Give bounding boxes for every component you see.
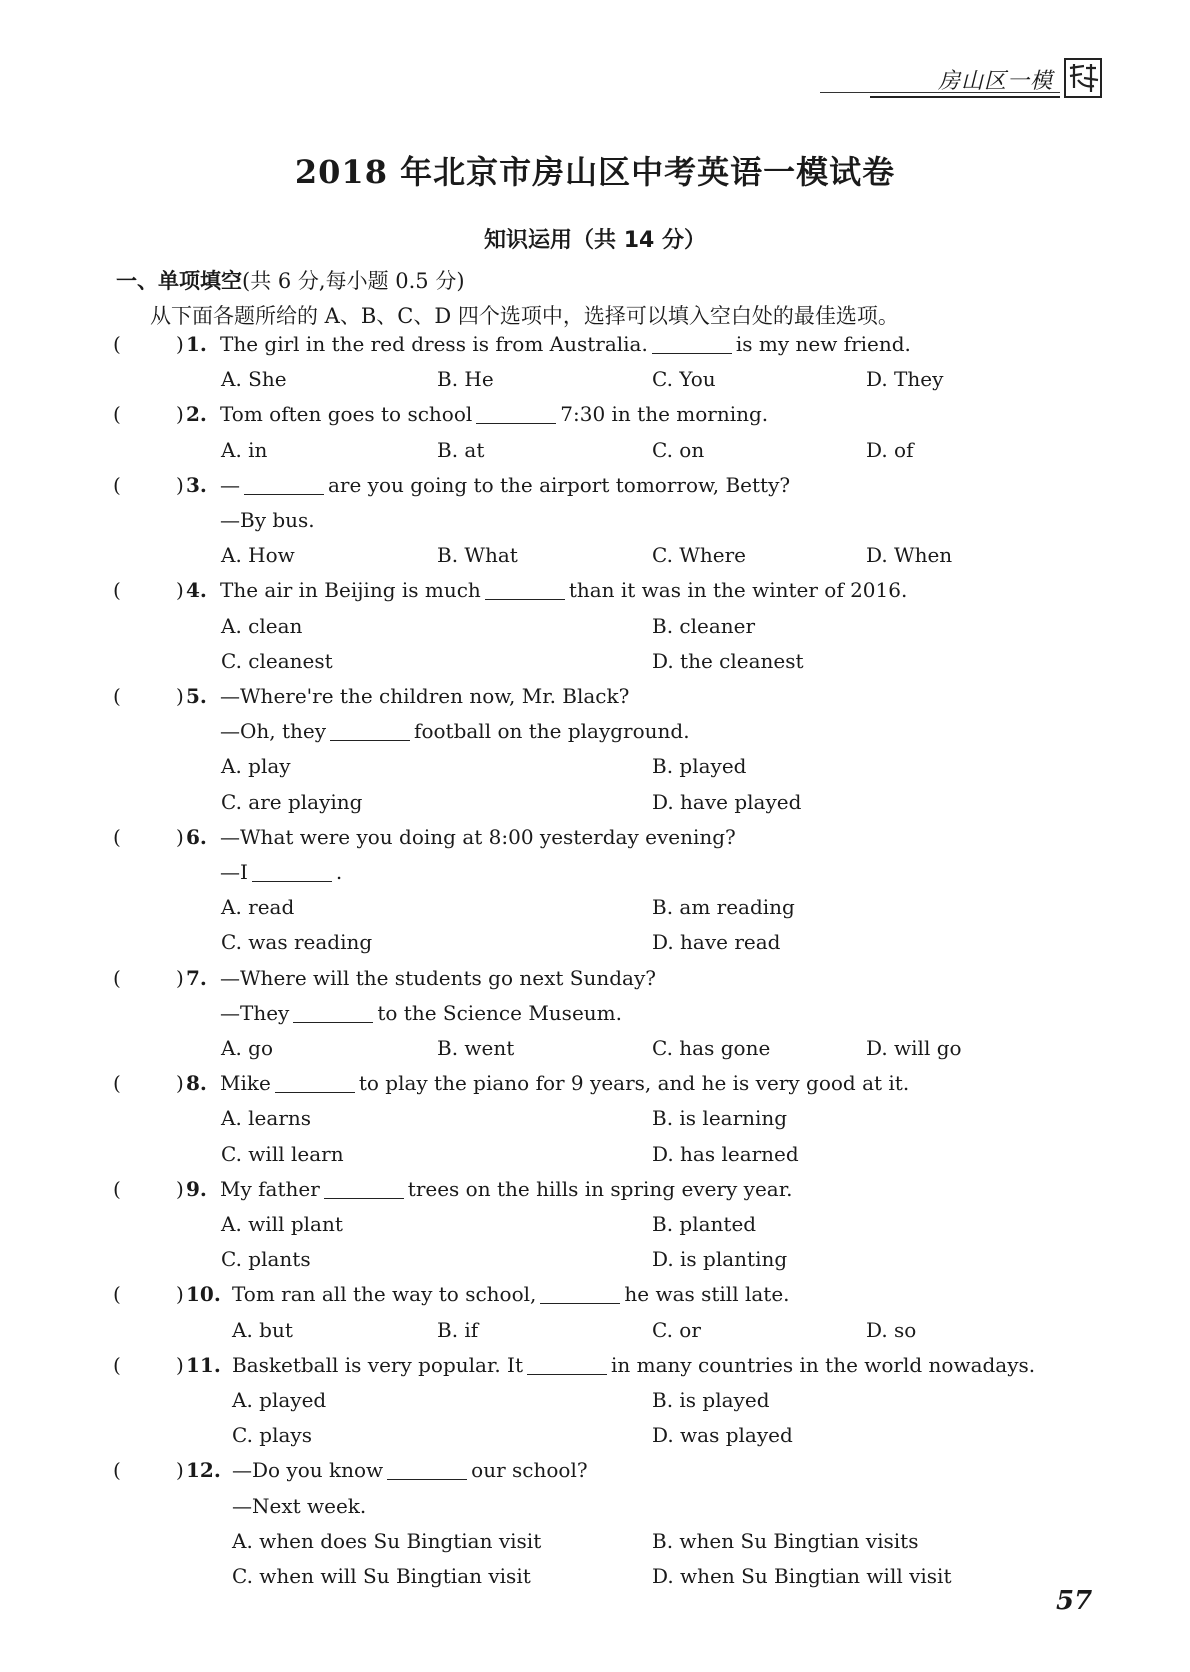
header-rule-thick [870, 96, 1060, 98]
answer-bracket-close: ) [176, 332, 184, 356]
question-number: 11. [186, 1352, 221, 1377]
answer-bracket-close: ) [176, 684, 184, 708]
answer-option: D. of [866, 437, 914, 462]
answer-option: D. so [866, 1317, 917, 1342]
answer-option: B. He [437, 367, 494, 392]
answer-option: B. when Su Bingtian visits [652, 1528, 919, 1553]
answer-blank [540, 1283, 620, 1304]
answer-bracket-close: ) [176, 1282, 184, 1307]
question-stem: Mike to play the piano for 9 years, and he is very good at it. [220, 1071, 910, 1096]
answer-option: B. am reading [652, 895, 795, 920]
answer-option: B. planted [652, 1212, 757, 1236]
answer-option: B. cleaner [652, 613, 756, 638]
answer-option: A. play [221, 754, 291, 779]
question-stem: —Where will the students go next Sunday? [220, 965, 656, 990]
answer-option: C. was reading [221, 930, 373, 955]
question-number: 10. [186, 1282, 221, 1307]
question-stem: Tom ran all the way to school, he was still late. [232, 1282, 790, 1307]
answer-option: A. She [221, 367, 287, 392]
question-number: 9. [186, 1176, 207, 1201]
question-stem: Tom often goes to school 7:30 in the morning. [220, 402, 769, 427]
answer-option: A. go [221, 1036, 274, 1060]
answer-option: D. when Su Bingtian will visit [652, 1564, 952, 1588]
answer-option: A. clean [221, 613, 303, 638]
answer-option: A. learns [221, 1106, 312, 1131]
instructions: 从下面各题所给的 A、B、C、D 四个选项中，选择可以填入空白处的最佳选项。 [150, 304, 899, 328]
question-number: 6. [186, 824, 207, 849]
answer-blank [485, 579, 565, 600]
header-rule-thin [820, 92, 1060, 93]
answer-option: C. or [652, 1317, 701, 1342]
answer-bracket-close: ) [176, 1458, 184, 1483]
answer-blank [652, 333, 732, 354]
part-heading-label: 一、单项填空 [116, 269, 242, 293]
answer-bracket: ( [113, 332, 121, 356]
part-heading [116, 265, 465, 295]
answer-option: C. You [652, 367, 716, 392]
answer-blank [476, 403, 556, 424]
answer-option: D. is planting [652, 1247, 788, 1272]
question-stem: —Next week. [232, 1493, 367, 1518]
question-number: 1. [186, 332, 207, 356]
answer-bracket: ( [113, 965, 121, 990]
answer-bracket: ( [113, 472, 121, 497]
question-stem: My father trees on the hills in spring every year. [220, 1176, 793, 1201]
answer-option: B. if [437, 1317, 479, 1342]
answer-option: D. the cleanest [652, 648, 804, 673]
answer-option: A. played [232, 1388, 327, 1412]
answer-blank [293, 1002, 373, 1023]
answer-bracket-close: ) [176, 472, 184, 497]
question-number: 7. [186, 965, 207, 990]
question-stem: —Oh, they football on the playground. [220, 719, 690, 744]
question-stem: The girl in the red dress is from Australia. is my new friend. [220, 332, 911, 356]
publisher-logo-icon [1064, 58, 1102, 98]
question-stem: — are you going to the airport tomorrow, Betty? [220, 472, 791, 497]
answer-bracket: ( [113, 1282, 121, 1307]
answer-blank [252, 861, 332, 882]
answer-option: A. How [221, 543, 295, 568]
answer-option: D. was played [652, 1423, 793, 1448]
answer-option: B. is learning [652, 1106, 788, 1131]
question-stem: —Do you know our school? [232, 1458, 588, 1483]
question-stem: —Where're the children now, Mr. Black? [220, 684, 630, 708]
answer-option: A. read [221, 895, 295, 920]
answer-bracket-close: ) [176, 1176, 184, 1201]
question-number: 3. [186, 472, 207, 497]
answer-option: B. What [437, 543, 518, 568]
answer-option: D. will go [866, 1036, 962, 1060]
page-title: 2018 年北京市房山区中考英语一模试卷 [294, 153, 896, 191]
answer-option: B. is played [652, 1388, 770, 1412]
answer-option: D. has learned [652, 1141, 799, 1166]
answer-bracket-close: ) [176, 824, 184, 849]
answer-blank [275, 1072, 355, 1093]
part-heading-note: (共 6 分,每小题 0.5 分) [242, 269, 465, 293]
answer-option: A. but [232, 1317, 293, 1342]
answer-bracket: ( [113, 824, 121, 849]
answer-option: B. played [652, 754, 747, 779]
answer-bracket: ( [113, 1352, 121, 1377]
answer-option: D. They [866, 367, 944, 392]
answer-option: D. have read [652, 930, 781, 955]
answer-bracket: ( [113, 1071, 121, 1096]
answer-bracket: ( [113, 1176, 121, 1201]
answer-bracket-close: ) [176, 578, 184, 603]
question-stem: —What were you doing at 8:00 yesterday evening? [220, 824, 736, 849]
question-stem: The air in Beijing is much than it was in the winter of 2016. [220, 578, 908, 603]
answer-option: C. cleanest [221, 648, 333, 673]
question-stem: —I . [220, 860, 343, 884]
header-label: 房山区一模 [938, 69, 1054, 94]
answer-bracket: ( [113, 578, 121, 603]
section-heading: 知识运用（共 14 分） [484, 228, 706, 253]
question-number: 8. [186, 1071, 207, 1096]
answer-option: A. when does Su Bingtian visit [232, 1528, 542, 1553]
answer-bracket: ( [113, 402, 121, 427]
answer-blank [324, 1178, 404, 1199]
page-number: 57 [1056, 1586, 1093, 1616]
answer-option: C. on [652, 437, 705, 462]
answer-option: B. at [437, 437, 485, 462]
question-stem: —They to the Science Museum. [220, 1000, 622, 1025]
answer-option: C. plants [221, 1247, 311, 1272]
answer-bracket-close: ) [176, 965, 184, 990]
answer-blank [330, 720, 410, 741]
question-number: 5. [186, 684, 207, 708]
answer-option: D. When [866, 543, 953, 568]
answer-option: C. are playing [221, 789, 363, 814]
answer-blank [244, 474, 324, 495]
question-number: 2. [186, 402, 207, 427]
answer-bracket-close: ) [176, 1352, 184, 1377]
question-number: 12. [186, 1458, 221, 1483]
running-header [820, 58, 1102, 106]
answer-option: C. Where [652, 543, 746, 568]
answer-option: C. will learn [221, 1141, 344, 1166]
answer-option: C. has gone [652, 1036, 771, 1060]
answer-option: C. plays [232, 1423, 312, 1448]
answer-bracket: ( [113, 1458, 121, 1483]
answer-blank [527, 1354, 607, 1375]
question-number: 4. [186, 578, 207, 603]
answer-bracket-close: ) [176, 402, 184, 427]
answer-option: A. will plant [221, 1212, 343, 1236]
answer-option: C. when will Su Bingtian visit [232, 1564, 531, 1588]
question-stem: —By bus. [220, 508, 315, 532]
answer-option: A. in [221, 437, 268, 462]
answer-blank [387, 1459, 467, 1480]
answer-bracket: ( [113, 684, 121, 708]
answer-bracket-close: ) [176, 1071, 184, 1096]
answer-option: B. went [437, 1036, 515, 1060]
answer-option: D. have played [652, 789, 802, 814]
question-stem: Basketball is very popular. It in many countries in the world nowadays. [232, 1352, 1036, 1377]
